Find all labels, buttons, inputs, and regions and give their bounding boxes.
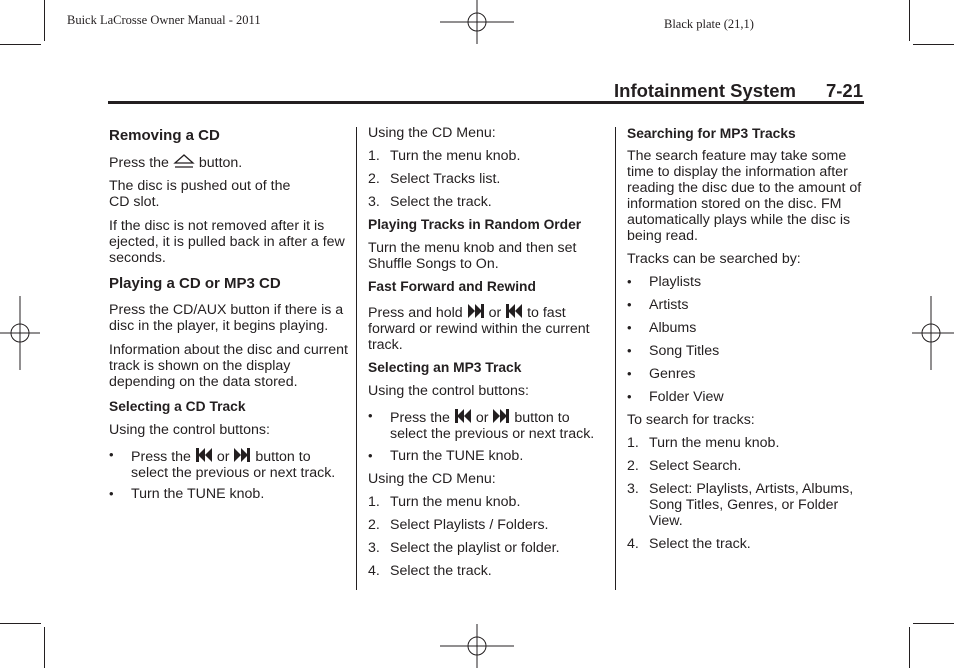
bullet: • <box>627 274 632 289</box>
step-number: 3. <box>627 481 639 497</box>
step-number: 4. <box>368 563 380 579</box>
list-item <box>627 320 867 336</box>
text: or <box>475 410 489 426</box>
crop-mark <box>913 623 954 624</box>
text: button to select the previous or next track. <box>131 449 336 481</box>
text: Turn the menu knob. <box>390 494 521 510</box>
seek-forward-icon <box>233 447 251 463</box>
plate-label: Black plate (21,1) <box>664 17 754 31</box>
crop-mark <box>909 0 910 41</box>
list-item <box>627 366 867 382</box>
list-item <box>627 343 867 359</box>
paragraph <box>109 154 349 171</box>
text: Playlists <box>649 274 702 290</box>
list-item <box>627 481 867 529</box>
list-item <box>368 540 608 556</box>
crop-mark <box>913 44 954 45</box>
bullet: • <box>368 408 373 423</box>
paragraph: Using the control buttons: <box>109 422 270 438</box>
text: select the previous or next track. <box>390 426 595 442</box>
text: CD slot. <box>109 194 160 210</box>
list-item <box>109 486 349 502</box>
text: Genres <box>649 366 696 382</box>
text: to fast <box>527 305 566 321</box>
text: button. <box>198 155 243 171</box>
text: or <box>216 449 230 465</box>
bullet: • <box>109 486 114 501</box>
step-number: 1. <box>368 148 380 164</box>
text: Turn the TUNE knob. <box>131 486 265 502</box>
list-item <box>368 408 608 442</box>
page-number: 7-21 <box>825 80 863 101</box>
bullet: • <box>627 320 632 335</box>
list-item <box>627 297 867 313</box>
text: Turn the TUNE knob. <box>390 448 524 464</box>
text: button to <box>514 410 570 426</box>
text: Select the track. <box>390 563 492 579</box>
list-item <box>368 171 608 187</box>
manual-title: Buick LaCrosse Owner Manual - 2011 <box>67 13 261 27</box>
column-divider <box>356 127 357 590</box>
seek-back-icon <box>195 447 213 463</box>
list-item <box>627 274 867 290</box>
bullet: • <box>109 447 114 462</box>
subheading: Searching for MP3 Tracks <box>627 126 796 141</box>
step-number: 2. <box>368 171 380 187</box>
subheading: Playing Tracks in Random Order <box>368 217 582 232</box>
eject-icon <box>173 154 195 169</box>
seek-forward-icon <box>492 408 510 424</box>
text: Select Playlists / Folders. <box>390 517 549 533</box>
bullet: • <box>627 389 632 404</box>
registration-crosshair-icon <box>440 0 514 44</box>
list-item <box>109 447 349 481</box>
crop-mark <box>909 627 910 668</box>
seek-back-icon <box>454 408 472 424</box>
paragraph <box>368 303 608 353</box>
header-rule <box>108 101 864 104</box>
list-item <box>368 494 608 510</box>
text: Press the <box>109 155 169 171</box>
paragraph: Information about the disc and current track is shown on the display depending on the data stored. <box>109 342 348 390</box>
step-number: 2. <box>368 517 380 533</box>
text: Turn the menu knob. <box>649 435 780 451</box>
registration-crosshair-icon <box>440 624 514 668</box>
registration-crosshair-icon <box>912 296 954 370</box>
text: forward or rewind within the current track. <box>368 321 590 353</box>
list-item <box>368 563 608 579</box>
text: Select the playlist or folder. <box>390 540 560 556</box>
bullet: • <box>627 366 632 381</box>
subheading: Selecting a CD Track <box>109 399 246 414</box>
step-number: 4. <box>627 536 639 552</box>
subheading: Fast Forward and Rewind <box>368 279 536 294</box>
text: Select Tracks list. <box>390 171 501 187</box>
text: Song Titles <box>649 343 720 359</box>
text: Turn the menu knob. <box>390 148 521 164</box>
text: Press the <box>390 410 450 426</box>
crop-mark <box>44 0 45 41</box>
crop-mark <box>0 623 41 624</box>
paragraph: Using the CD Menu: <box>368 471 496 487</box>
text: Albums <box>649 320 697 336</box>
bullet: • <box>368 448 373 463</box>
text: Select Search. <box>649 458 742 474</box>
paragraph: Tracks can be searched by: <box>627 251 801 267</box>
section-heading: Playing a CD or MP3 CD <box>109 275 281 292</box>
step-number: 2. <box>627 458 639 474</box>
step-number: 3. <box>368 194 380 210</box>
column-1 <box>109 125 349 509</box>
column-divider <box>615 127 616 590</box>
bullet: • <box>627 343 632 358</box>
list-item <box>627 435 867 451</box>
seek-forward-icon <box>467 303 485 319</box>
list-item <box>627 536 867 552</box>
text: or <box>488 305 502 321</box>
text: Select: Playlists, Artists, Albums, Song Titles, Genres, or Folder View. <box>649 481 854 529</box>
paragraph <box>109 178 349 210</box>
list-item <box>368 194 608 210</box>
step-number: 3. <box>368 540 380 556</box>
text: Press and hold <box>368 305 463 321</box>
crop-mark <box>0 44 41 45</box>
step-number: 1. <box>627 435 639 451</box>
seek-back-icon <box>505 303 523 319</box>
paragraph: If the disc is not removed after it is ejected, it is pulled back in after a few seconds. <box>109 218 345 266</box>
list-item <box>627 389 867 405</box>
text: Select the track. <box>390 194 492 210</box>
paragraph: Turn the menu knob and then set Shuffle Songs to On. <box>368 240 577 272</box>
paragraph: Using the CD Menu: <box>368 125 496 141</box>
crop-mark <box>44 627 45 668</box>
list-item <box>368 448 608 464</box>
text: Press the <box>131 449 191 465</box>
text: The disc is pushed out of the <box>109 178 291 194</box>
bullet: • <box>627 297 632 312</box>
step-number: 1. <box>368 494 380 510</box>
column-3 <box>627 125 867 559</box>
section-title: Infotainment System <box>614 80 796 101</box>
text: Folder View <box>649 389 724 405</box>
list-item <box>368 517 608 533</box>
list-item <box>368 148 608 164</box>
paragraph: To search for tracks: <box>627 412 755 428</box>
running-header <box>614 80 863 102</box>
text: Artists <box>649 297 689 313</box>
list-item <box>627 458 867 474</box>
column-2 <box>368 125 608 586</box>
registration-crosshair-icon <box>0 296 40 370</box>
paragraph: Using the control buttons: <box>368 383 529 399</box>
text: Select the track. <box>649 536 751 552</box>
subheading: Selecting an MP3 Track <box>368 360 522 375</box>
paragraph: Press the CD/AUX button if there is a disc in the player, it begins playing. <box>109 302 344 334</box>
paragraph: The search feature may take some time to display the information after reading the disc due to the amount of information stored on the disc. FM automatically plays while the disc is being read. <box>627 148 862 244</box>
section-heading: Removing a CD <box>109 127 220 144</box>
